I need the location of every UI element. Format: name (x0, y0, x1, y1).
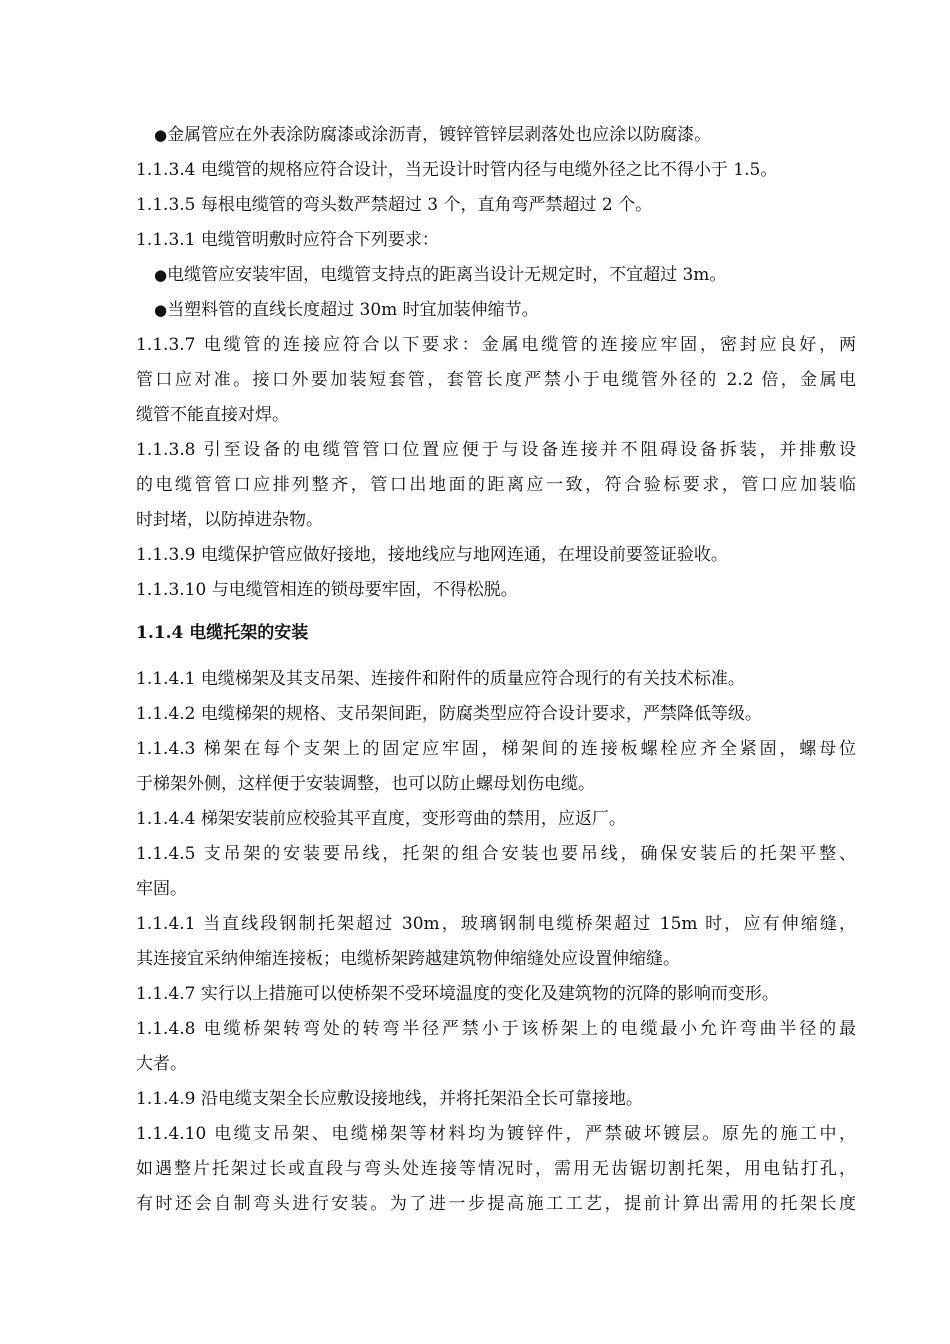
paragraph-line: 缆管不能直接对焊。 (136, 405, 289, 425)
paragraph-line: 1.1.4.5 支吊架的安装要吊线，托架的组合安装也要吊线，确保安装后的托架平整、 (136, 844, 856, 864)
bullet-icon: ● (154, 266, 168, 284)
paragraph-line: 其连接宜采纳伸缩连接板；电缆桥架跨越建筑物伸缩缝处应设置伸缩缝。 (136, 949, 680, 969)
paragraph-line: 1.1.4.1 当直线段钢制托架超过 30m，玻璃钢制电缆桥架超过 15m 时，应有伸缩缝， (136, 914, 856, 934)
bullet-text: 金属管应在外表涂防腐漆或涂沥青，镀锌管锌层剥落处也应涂以防腐漆。 (167, 125, 712, 145)
paragraph-line: 1.1.4.4 梯架安装前应校验其平直度，变形弯曲的禁用，应返厂。 (136, 809, 626, 829)
bullet-icon: ● (154, 126, 168, 144)
paragraph-line: 1.1.4.7 实行以上措施可以使桥架不受环境温度的变化及建筑物的沉降的影响而变形。 (136, 984, 779, 1004)
document-body (136, 118, 856, 1222)
paragraph-line: 1.1.3.10 与电缆管相连的锁母要牢固，不得松脱。 (136, 580, 518, 600)
paragraph-line: 1.1.3.5 每根电缆管的弯头数严禁超过 3 个，直角弯严禁超过 2 个。 (136, 195, 653, 215)
paragraph-line: 于梯架外侧，这样便于安装调整，也可以防止螺母划伤电缆。 (136, 774, 595, 794)
paragraph-line: 牢固。 (136, 879, 187, 899)
bullet-text: 当塑料管的直线长度超过 30m 时宜加装伸缩节。 (167, 300, 539, 320)
bullet-icon: ● (154, 301, 168, 319)
bullet-line (136, 118, 856, 153)
paragraph-line: 1.1.4.1 电缆梯架及其支吊架、连接件和附件的质量应符合现行的有关技术标准。 (136, 669, 745, 689)
bullet-line (136, 293, 856, 328)
section-heading: 1.1.4 电缆托架的安装 (136, 623, 309, 643)
paragraph-line: 1.1.3.7 电缆管的连接应符合以下要求：金属电缆管的连接应牢固，密封应良好，两 (136, 335, 856, 355)
paragraph-line: 的电缆管管口应排列整齐，管口出地面的距离应一致，符合验标要求，管口应加装临 (136, 475, 856, 495)
paragraph-line: 如遇整片托架过长或直段与弯头处连接等情况时，需用无齿锯切割托架，用电钻打孔， (136, 1159, 856, 1179)
paragraph-line: 时封堵，以防掉进杂物。 (136, 510, 323, 530)
paragraph-line: 管口应对准。接口外要加装短套管，套管长度严禁小于电缆管外径的 2.2 倍，金属电 (136, 370, 856, 390)
paragraph-line: 1.1.4.8 电缆桥架转弯处的转弯半径严禁小于该桥架上的电缆最小允许弯曲半径的最 (136, 1019, 856, 1039)
paragraph-line: 1.1.3.4 电缆管的规格应符合设计，当无设计时管内径与电缆外径之比不得小于 1.5。 (136, 160, 778, 180)
paragraph-line: 1.1.4.2 电缆梯架的规格、支吊架间距，防腐类型应符合设计要求，严禁降低等级。 (136, 704, 762, 724)
paragraph-line: 1.1.4.10 电缆支吊架、电缆梯架等材料均为镀锌件，严禁破坏镀层。原先的施工中， (136, 1124, 856, 1144)
paragraph-line: 1.1.3.9 电缆保护管应做好接地，接地线应与地网连通，在埋设前要签证验收。 (136, 545, 728, 565)
bullet-text: 电缆管应安装牢固，电缆管支持点的距离当设计无规定时，不宜超过 3m。 (167, 265, 727, 285)
paragraph-line: 1.1.3.8 引至设备的电缆管管口位置应便于与设备连接并不阻碍设备拆装，并排敷设 (136, 440, 856, 460)
paragraph-line: 1.1.4.9 沿电缆支架全长应敷设接地线，并将托架沿全长可靠接地。 (136, 1089, 643, 1109)
paragraph-line: 1.1.3.1 电缆管明敷时应符合下列要求： (136, 230, 439, 250)
paragraph-line: 1.1.4.3 梯架在每个支架上的固定应牢固，梯架间的连接板螺栓应齐全紧固，螺母位 (136, 739, 856, 759)
paragraph-line: 大者。 (136, 1054, 187, 1074)
bullet-line (136, 258, 856, 293)
paragraph-line: 有时还会自制弯头进行安装。为了进一步提高施工工艺，提前计算出需用的托架长度 (136, 1194, 856, 1214)
